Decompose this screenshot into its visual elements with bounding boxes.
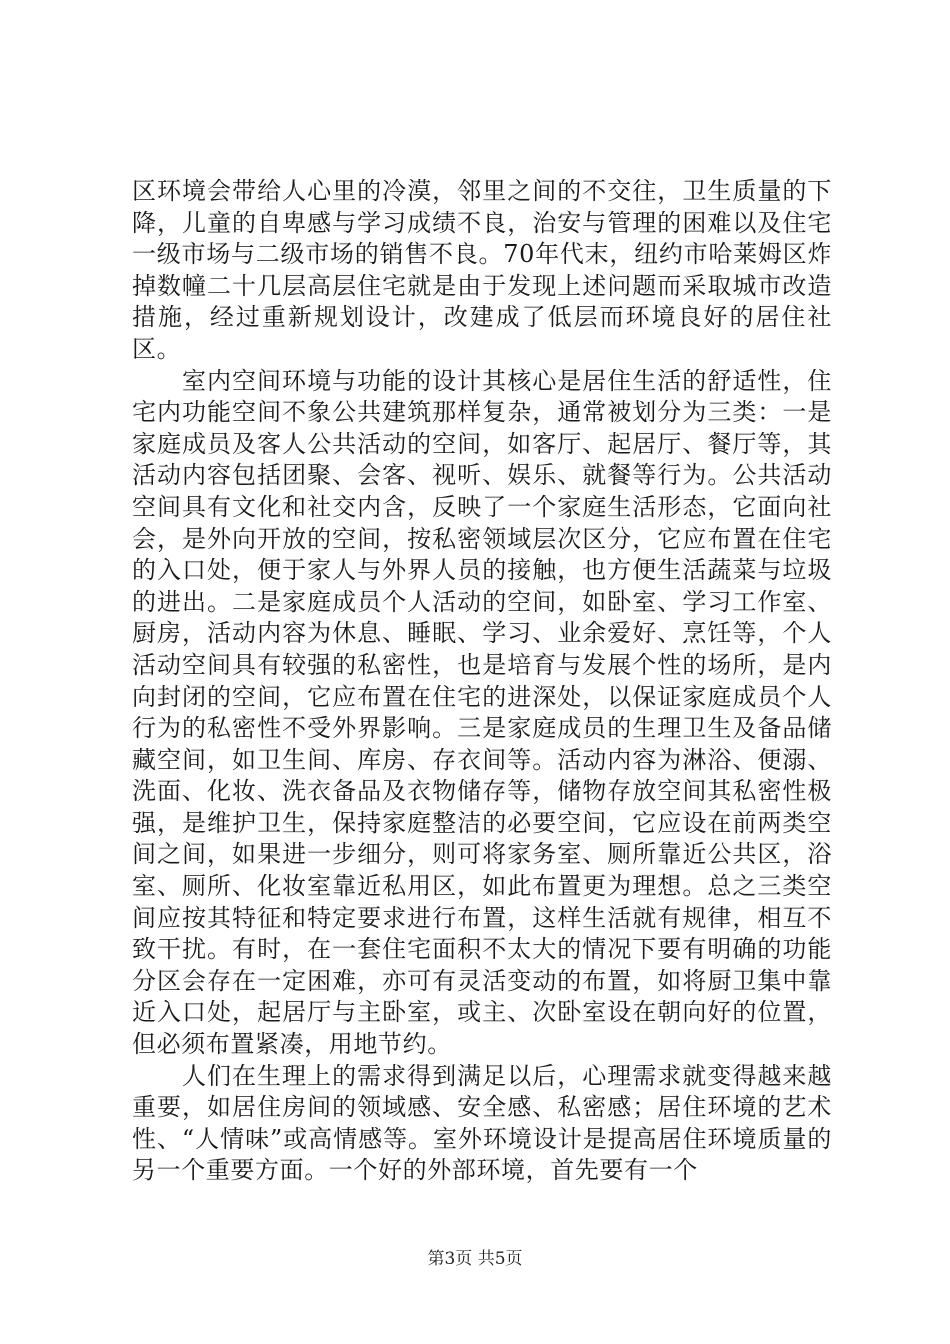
paragraph-3: 人们在生理上的需求得到满足以后，心理需求就变得越来越重要，如居住房间的领域感、安全感、私密感；居住环境的艺术性、“人情味”或高情感等。室外环境设计是提高居住环境质量的另一个重要方面。一个好的外部环境，首先要有一个 [132,1061,832,1185]
page-footer: 第3页 共5页 [427,1249,523,1269]
document-body [132,176,832,1187]
paragraph-1: 区环境会带给人心里的冷漠，邻里之间的不交往，卫生质量的下降，儿童的自卑感与学习成绩不良，治安与管理的困难以及住宅一级市场与二级市场的销售不良。70年代末，纽约市哈莱姆区炸掉数幢二十几层高层住宅就是由于发现上述问题而采取城市改造措施，经过重新规划设计，改建成了低层而环境良好的居住社区。 [132,177,832,363]
paragraph-2: 室内空间环境与功能的设计其核心是居住生活的舒适性，住宅内功能空间不象公共建筑那样复杂，通常被划分为三类：一是家庭成员及客人公共活动的空间，如客厅、起居厅、餐厅等，其活动内容包括团聚、会客、视听、娱乐、就餐等行为。公共活动空间具有文化和社交内含，反映了一个家庭生活形态，它面向社会，是外向开放的空间，按私密领域层次区分，它应布置在住宅的入口处，便于家人与外界人员的接触，也方便生活蔬菜与垃圾的进出。二是家庭成员个人活动的空间，如卧室、学习工作室、厨房，活动内容为休息、睡眠、学习、业余爱好、烹饪等，个人活动空间具有较强的私密性，也是培育与发展个性的场所，是内向封闭的空间，它应布置在住宅的进深处，以保证家庭成员个人行为的私密性不受外界影响。三是家庭成员的生理卫生及备品储藏空间，如卫生间、库房、存衣间等。活动内容为淋浴、便溺、洗面、化妆、洗衣备品及衣物储存等，储物存放空间其私密性极强，是维护卫生，保持家庭整洁的必要空间，它应设在前两类空间之间，如果进一步细分，则可将家务室、厕所靠近公共区，浴室、厕所、化妆室靠近私用区，如此布置更为理想。总之三类空间应按其特征和特定要求进行布置，这样生活就有规律，相互不致干扰。有时，在一套住宅面积不太大的情况下要有明确的功能分区会存在一定困难，亦可有灵活变动的布置，如将厨卫集中靠近入口处，起居厅与主卧室，或主、次卧室设在朝向好的位置，但必须布置紧凑，用地节约。 [132,366,832,1059]
